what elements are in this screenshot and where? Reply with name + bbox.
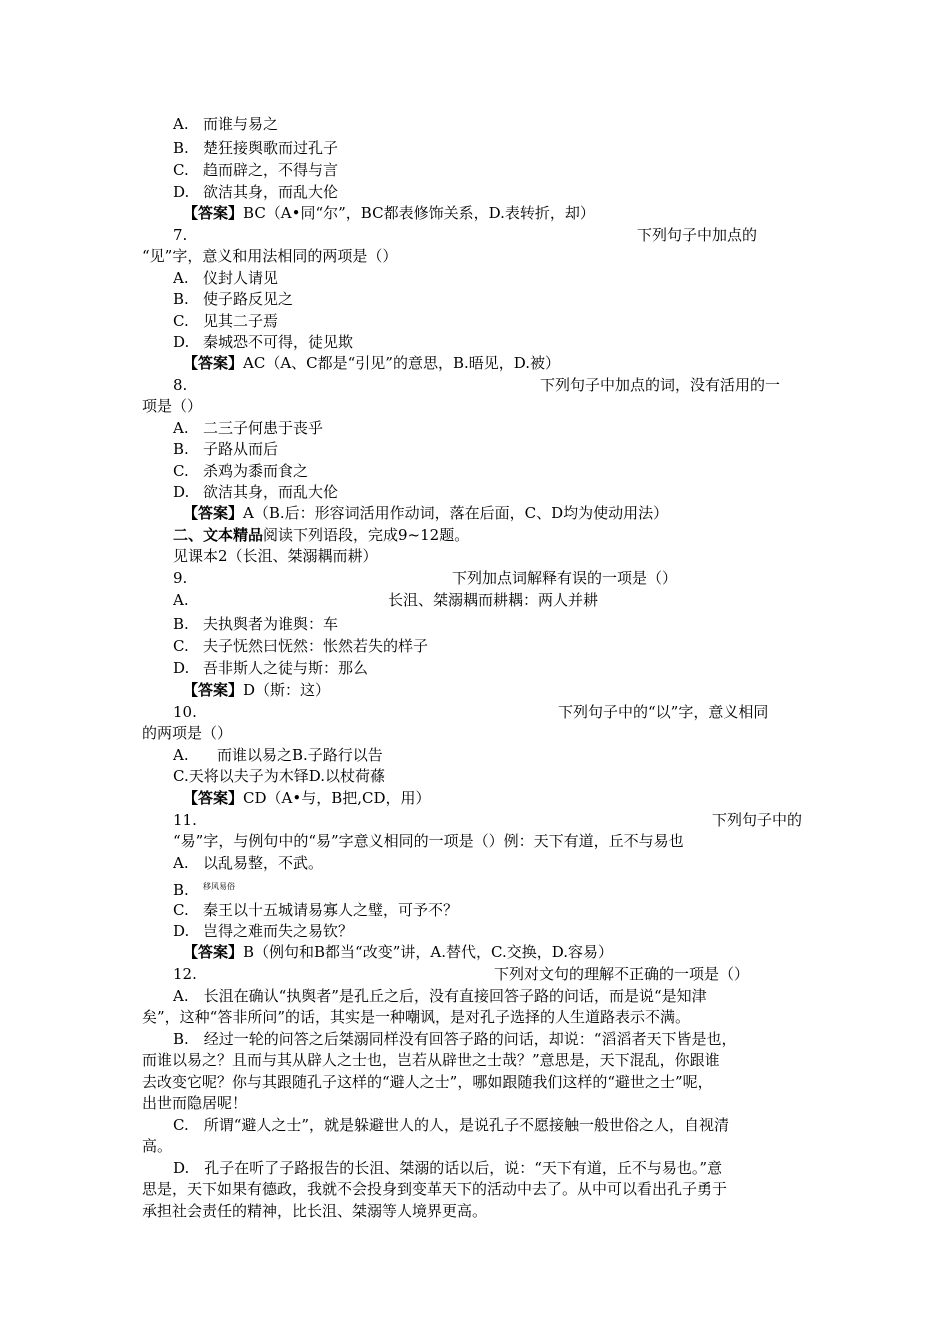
q8-option-b: B. 子路从而后 <box>173 440 279 458</box>
q9-option-c: C. 夫子怃然曰怃然：怅然若失的样子 <box>173 637 429 655</box>
q7-option-a: A. 仪封人请见 <box>173 269 279 287</box>
q9-option-b: B. 夫执舆者为谁舆：车 <box>173 615 339 633</box>
q6-answer: 【答案】BC（A•同“尔”，BC都表修饰关系，D.表转折，却） <box>183 204 595 222</box>
q7-stem: 下列句子中加点的 <box>637 226 758 244</box>
q6-option-d: D. 欲洁其身，而乱大伦 <box>173 183 339 201</box>
q11-answer: 【答案】B（例句和B都当“改变”讲，A.替代，C.交换，D.容易） <box>183 943 613 961</box>
q10-answer: 【答案】CD（A•与，B把,CD，用） <box>183 789 431 807</box>
q9-stem: 下列加点词解释有误的一项是（） <box>452 569 678 587</box>
section2-reference: 见课本2（长沮、桀溺耦而耕） <box>173 547 378 565</box>
q12-text-line: 思是，天下如果有德政，我就不会投身到变革天下的活动中去了。从中可以看出孔子勇于 <box>142 1180 728 1198</box>
q6-option-c: C. 趋而辟之，不得与言 <box>173 161 339 179</box>
q12-text-line: 出世而隐居呢！ <box>142 1094 248 1112</box>
q12-number: 12. <box>173 965 197 983</box>
q11-option-c: C. 秦王以十五城请易寡人之璧，可予不？ <box>173 901 459 919</box>
q10-stem: 下列句子中的“以”字，意义相同 <box>558 703 769 721</box>
q10-options-line1: A. 而谁以易之B.子路行以告 <box>173 746 383 764</box>
q12-text-line: B. 经过一轮的问答之后桀溺同样没有回答子路的问话，却说：“滔滔者天下皆是也， <box>173 1030 737 1048</box>
q8-answer: 【答案】A（B.后：形容词活用作动词，落在后面，C、D均为使动用法） <box>183 504 669 522</box>
q9-option-a: 长沮、桀溺耦而耕耦：两人并耕 <box>388 591 599 609</box>
q7-answer: 【答案】AC（A、C都是“引见”的意思，B.晤见，D.被） <box>183 354 561 372</box>
q12-text-line: 去改变它呢？你与其跟随孔子这样的“避人之士”，哪如跟随我们这样的“避世之士”呢， <box>142 1073 713 1091</box>
q12-text-line: 而谁以易之？且而与其从辟人之士也，岂若从辟世之士哉？”意思是，天下混乱，你跟谁 <box>142 1051 720 1069</box>
q7-option-c: C. 见其二子焉 <box>173 312 279 330</box>
q10-options-line2: C.天将以夫子为木铎D.以杖荷蓧 <box>173 767 385 785</box>
q6-option-b: B. 楚狂接舆歌而过孔子 <box>173 139 339 157</box>
q10-number: 10. <box>173 703 197 721</box>
q8-option-d: D. 欲洁其身，而乱大伦 <box>173 483 339 501</box>
q12-text-line: C. 所谓“避人之士”，就是躲避世人的人，是说孔子不愿接触一般世俗之人，自视清 <box>173 1116 730 1134</box>
q9-option-d: D. 吾非斯人之徒与斯：那么 <box>173 659 369 677</box>
q8-stem: 下列句子中加点的词，没有活用的一 <box>540 376 781 394</box>
q11-stem-continued: “易”字，与例句中的“易”字意义相同的一项是（）例：天下有道，丘不与易也 <box>173 832 684 850</box>
q6-option-a: A. 而谁与易之 <box>173 115 279 133</box>
q12-text-line: 高。 <box>142 1137 173 1155</box>
section2-heading: 二、文本精品阅读下列语段，完成9~12题。 <box>173 526 470 544</box>
q12-text-line: 矣”，这种“答非所问”的话，其实是一种嘲讽，是对孔子选择的人生道路表示不满。 <box>142 1008 691 1026</box>
q12-stem: 下列对文句的理解不正确的一项是（） <box>494 965 750 983</box>
q8-option-c: C. 杀鸡为黍而食之 <box>173 462 309 480</box>
q12-text-line: A. 长沮在确认“执舆者”是孔丘之后，没有直接回答子路的问话，而是说“是知津 <box>173 987 707 1005</box>
q9-answer: 【答案】D（斯：这） <box>183 681 331 699</box>
q7-option-d: D. 秦城恐不可得，徒见欺 <box>173 333 354 351</box>
q7-number: 7. <box>173 226 188 244</box>
q11-stem: 下列句子中的 <box>712 811 803 829</box>
q11-option-a: A. 以乱易整，不武。 <box>173 854 324 872</box>
q8-option-a: A. 二三子何患于丧乎 <box>173 419 324 437</box>
q12-text-line: D. 孔子在听了子路报告的长沮、桀溺的话以后，说：“天下有道，丘不与易也。”意 <box>173 1159 723 1177</box>
q11-option-d: D. 岂得之难而失之易钦？ <box>173 922 354 940</box>
q7-stem-continued: “见”字，意义和用法相同的两项是（） <box>142 247 398 265</box>
q9-number: 9. <box>173 569 188 587</box>
q8-number: 8. <box>173 376 188 394</box>
q10-stem-continued: 的两项是（） <box>142 724 233 742</box>
q11-option-b: B. $^{移风易俗}$ <box>173 881 235 899</box>
q8-stem-continued: 项是（） <box>142 397 203 415</box>
q12-text-line: 承担社会责任的精神，比长沮、桀溺等人境界更高。 <box>142 1202 488 1220</box>
q9-option-a-letter: A. <box>173 591 189 609</box>
q7-option-b: B. 使子路反见之 <box>173 290 294 308</box>
q11-number: 11. <box>173 811 197 829</box>
